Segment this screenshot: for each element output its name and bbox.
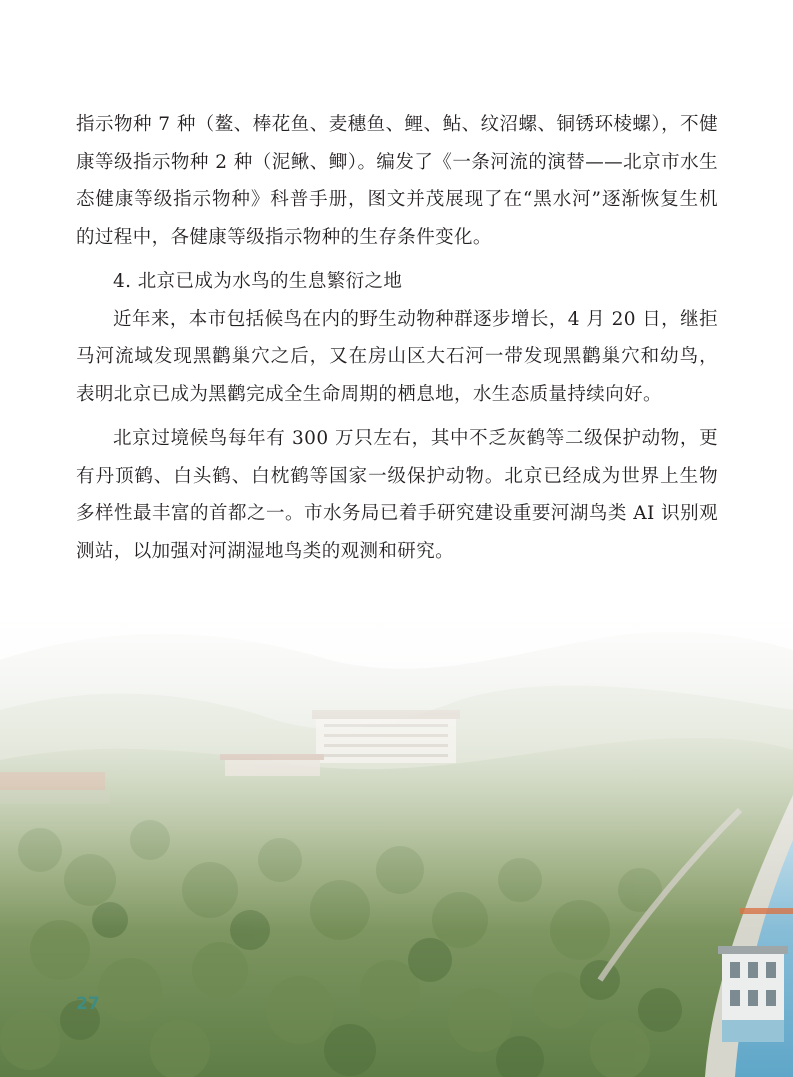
body-text xyxy=(76,106,718,577)
paragraph-black-stork: 近年来，本市包括候鸟在内的野生动物种群逐步增长，4 月 20 日，继拒马河流域发现黑鹳巢穴之后，又在房山区大石河一带发现黑鹳巢穴和幼鸟，表明北京已成为黑鹳完成全生命周期的栖息地，水生态质量持续向好。 xyxy=(76,308,718,405)
paragraph-migratory-birds: 北京过境候鸟每年有 300 万只左右，其中不乏灰鹤等二级保护动物，更有丹顶鹤、白头鹤、白枕鹤等国家一级保护动物。北京已经成为世界上生物多样性最丰富的首都之一。市水务局已着手研究建设重要河湖鸟类 AI 识别观测站，以加强对河湖湿地鸟类的观测和研究。 xyxy=(76,428,718,562)
section-heading: 4. 北京已成为水鸟的生息繁衍之地 xyxy=(113,271,403,292)
page-number: 27 xyxy=(76,994,100,1014)
continued-paragraph: 指示物种 7 种（鳌、棒花鱼、麦穗鱼、鲤、鲇、纹沼螺、铜锈环棱螺），不健康等级指示物种 2 种（泥鳅、鲫）。编发了《一条河流的演替——北京市水生态健康等级指示物种》科普手册，图文并茂展现了在“黑水河”逐渐恢复生机的过程中，各健康等级指示物种的生存条件变化。 xyxy=(76,114,718,248)
aerial-landscape-photo xyxy=(0,590,793,1077)
